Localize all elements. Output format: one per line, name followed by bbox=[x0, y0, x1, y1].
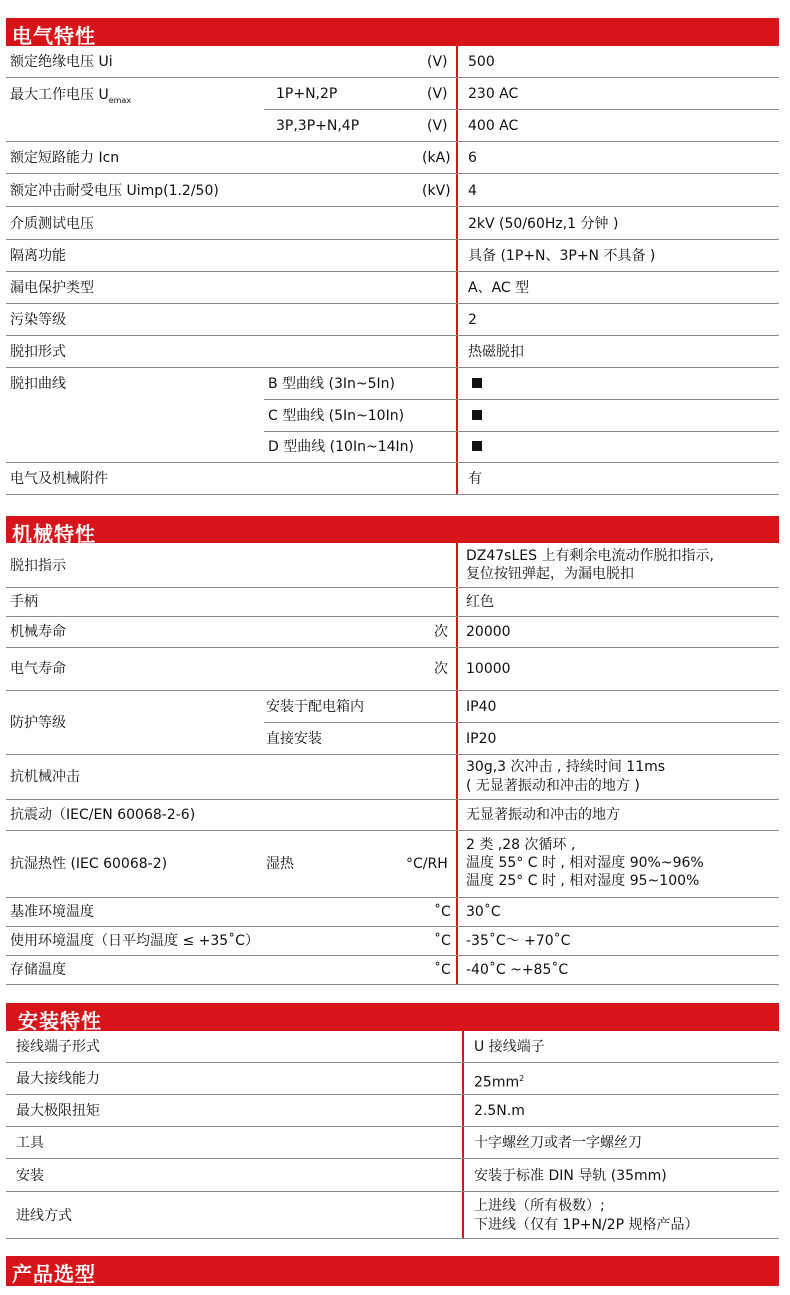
table-row bbox=[6, 755, 779, 800]
row-sublabel: B 型曲线 (3In~5In) bbox=[268, 376, 395, 392]
row-value-line1: 上进线（所有极数）; bbox=[474, 1198, 605, 1214]
row-label: 污染等级 bbox=[10, 312, 66, 328]
row-label: 手柄 bbox=[10, 594, 38, 610]
row-sublabel: 直接安装 bbox=[266, 731, 322, 747]
row-unit: 次 bbox=[434, 624, 448, 640]
table-row bbox=[6, 723, 779, 755]
table-row bbox=[264, 691, 779, 723]
row-value: $25mm^2$ bbox=[474, 1074, 525, 1091]
row-value-line1: 30g,3 次冲击 , 持续时间 11ms bbox=[466, 759, 666, 775]
table-row bbox=[6, 898, 779, 927]
row-value-line2: 复位按钮弹起，为漏电脱扣 bbox=[466, 566, 634, 582]
row-value: 500 bbox=[468, 54, 495, 70]
row-unit: (kA) bbox=[422, 150, 451, 166]
row-value: 有 bbox=[468, 471, 482, 487]
section-title: 机械特性 bbox=[12, 522, 96, 546]
section-header-mechanical bbox=[6, 516, 779, 546]
table-row bbox=[6, 1159, 779, 1192]
row-value: 4 bbox=[468, 183, 477, 199]
table-row bbox=[6, 240, 779, 272]
row-label: 安装 bbox=[16, 1168, 44, 1184]
row-label: 电气寿命 bbox=[10, 661, 66, 677]
row-label: 脱扣曲线 bbox=[10, 376, 66, 392]
table-row bbox=[6, 1095, 779, 1127]
row-value: 20000 bbox=[466, 624, 511, 640]
row-unit: °C/RH bbox=[406, 856, 448, 872]
row-label: 电气及机械附件 bbox=[10, 471, 108, 487]
row-label: 抗湿热性 (IEC 60068-2) bbox=[10, 856, 168, 872]
mechanical-section bbox=[6, 516, 779, 986]
row-label: 抗机械冲击 bbox=[10, 769, 80, 785]
table-row bbox=[6, 336, 779, 368]
square-marker-icon bbox=[472, 407, 482, 425]
row-label: 基准环境温度 bbox=[10, 904, 94, 920]
table-row bbox=[6, 648, 779, 691]
row-unit: (kV) bbox=[422, 183, 451, 199]
selection-section bbox=[6, 1256, 779, 1286]
section-header-electrical bbox=[6, 18, 779, 46]
row-unit: (V) bbox=[427, 118, 448, 134]
table-row bbox=[6, 588, 779, 617]
row-label: 额定绝缘电压 Ui bbox=[10, 54, 113, 70]
table-row bbox=[264, 400, 779, 432]
row-value: 无显著振动和冲击的地方 bbox=[466, 807, 620, 823]
row-sublabel: 1P+N,2P bbox=[276, 86, 338, 102]
row-value: A、AC 型 bbox=[468, 280, 530, 296]
row-label: 脱扣形式 bbox=[10, 344, 66, 360]
row-value: -35˚C～ +70˚C bbox=[466, 933, 571, 949]
row-value: 红色 bbox=[466, 594, 494, 610]
row-label: 进线方式 bbox=[16, 1208, 72, 1224]
row-value: U 接线端子 bbox=[474, 1039, 545, 1055]
table-row bbox=[6, 142, 779, 174]
row-label: 工具 bbox=[16, 1135, 44, 1151]
table-row bbox=[264, 368, 779, 400]
row-value: 十字螺丝刀或者一字螺丝刀 bbox=[474, 1135, 642, 1151]
row-value-line2: 下进线（仅有 1P+N/2P 规格产品） bbox=[474, 1217, 699, 1233]
table-row bbox=[6, 800, 779, 831]
row-value: 230 AC bbox=[468, 86, 519, 102]
square-marker-icon bbox=[472, 375, 482, 393]
table-row bbox=[6, 174, 779, 207]
table-row bbox=[6, 927, 779, 956]
row-label: 最大接线能力 bbox=[16, 1071, 100, 1087]
table-row bbox=[6, 432, 779, 463]
table-row bbox=[6, 207, 779, 240]
table-row bbox=[6, 110, 779, 142]
table-row bbox=[264, 78, 779, 110]
row-sublabel: 安装于配电箱内 bbox=[266, 699, 364, 715]
row-label: 抗震动（IEC/EN 60068-2-6) bbox=[10, 807, 196, 823]
row-value: 安装于标准 DIN 导轨 (35mm) bbox=[474, 1168, 667, 1184]
row-sublabel: 3P,3P+N,4P bbox=[276, 118, 360, 134]
row-value: 400 AC bbox=[468, 118, 519, 134]
row-label: 接线端子形式 bbox=[16, 1039, 100, 1055]
row-sublabel: D 型曲线 (10In~14In) bbox=[268, 439, 414, 455]
row-label: 脱扣指示 bbox=[10, 558, 66, 574]
row-label: 防护等级 bbox=[10, 715, 66, 731]
row-label: 存储温度 bbox=[10, 962, 66, 978]
row-value: IP20 bbox=[466, 731, 497, 747]
row-unit: ˚C bbox=[434, 904, 451, 920]
section-title: 产品选型 bbox=[12, 1262, 96, 1286]
section-title: 安装特性 bbox=[18, 1009, 102, 1033]
row-value: 6 bbox=[468, 150, 477, 166]
row-value-line1: 2 类 ,28 次循环 , bbox=[466, 837, 576, 853]
row-value: 具备 (1P+N、3P+N 不具备 ) bbox=[468, 248, 656, 264]
table-row bbox=[6, 304, 779, 336]
row-label: 使用环境温度（日平均温度 ≤ +35˚C） bbox=[10, 933, 259, 949]
row-label: 额定短路能力 Icn bbox=[10, 150, 120, 166]
row-label: 机械寿命 bbox=[10, 624, 66, 640]
row-label: 额定冲击耐受电压 Uimp(1.2/50) bbox=[10, 183, 219, 199]
row-sublabel: 湿热 bbox=[266, 856, 294, 872]
table-row bbox=[6, 463, 779, 495]
table-row bbox=[6, 1031, 779, 1063]
row-unit: 次 bbox=[434, 661, 448, 677]
row-value-line1: DZ47sLES 上有剩余电流动作脱扣指示, bbox=[466, 548, 714, 564]
row-value: 2kV (50/60Hz,1 分钟 ) bbox=[468, 216, 619, 232]
section-title: 电气特性 bbox=[12, 24, 96, 48]
row-value: 30˚C bbox=[466, 904, 501, 920]
table-row bbox=[6, 956, 779, 985]
section-header-selection bbox=[6, 1256, 779, 1286]
row-unit: (V) bbox=[427, 54, 448, 70]
row-value: 2.5N.m bbox=[474, 1103, 525, 1119]
table-row bbox=[6, 1063, 779, 1095]
row-value: 10000 bbox=[466, 661, 511, 677]
section-header-installation bbox=[6, 1003, 779, 1031]
table-row bbox=[6, 831, 779, 898]
row-unit: (V) bbox=[427, 86, 448, 102]
installation-section bbox=[6, 1003, 779, 1239]
square-marker-icon bbox=[472, 438, 482, 456]
table-row bbox=[6, 46, 779, 78]
row-unit: ˚C bbox=[434, 933, 451, 949]
table-row bbox=[6, 1192, 779, 1239]
row-label: 最大工作电压 $U_{emax}$ bbox=[10, 87, 132, 105]
table-row bbox=[6, 543, 779, 588]
row-label: 最大极限扭矩 bbox=[16, 1103, 100, 1119]
row-label: 漏电保护类型 bbox=[10, 280, 94, 296]
row-value: 2 bbox=[468, 312, 477, 328]
row-label: 介质测试电压 bbox=[10, 216, 94, 232]
electrical-section bbox=[6, 18, 779, 496]
row-unit: ˚C bbox=[434, 962, 451, 978]
row-sublabel: C 型曲线 (5In~10In) bbox=[268, 408, 405, 424]
row-value: -40˚C ~+85˚C bbox=[466, 962, 569, 978]
row-value: 热磁脱扣 bbox=[468, 344, 524, 360]
table-row bbox=[6, 272, 779, 304]
row-value-line2: 温度 55° C 时 , 相对湿度 90%~96% bbox=[466, 855, 704, 871]
row-value: IP40 bbox=[466, 699, 497, 715]
row-value-line2: ( 无显著振动和冲击的地方 ) bbox=[466, 778, 640, 794]
table-row bbox=[6, 617, 779, 648]
row-label: 隔离功能 bbox=[10, 248, 66, 264]
row-value-line3: 温度 25° C 时 , 相对湿度 95~100% bbox=[466, 873, 700, 889]
table-row bbox=[6, 1127, 779, 1159]
